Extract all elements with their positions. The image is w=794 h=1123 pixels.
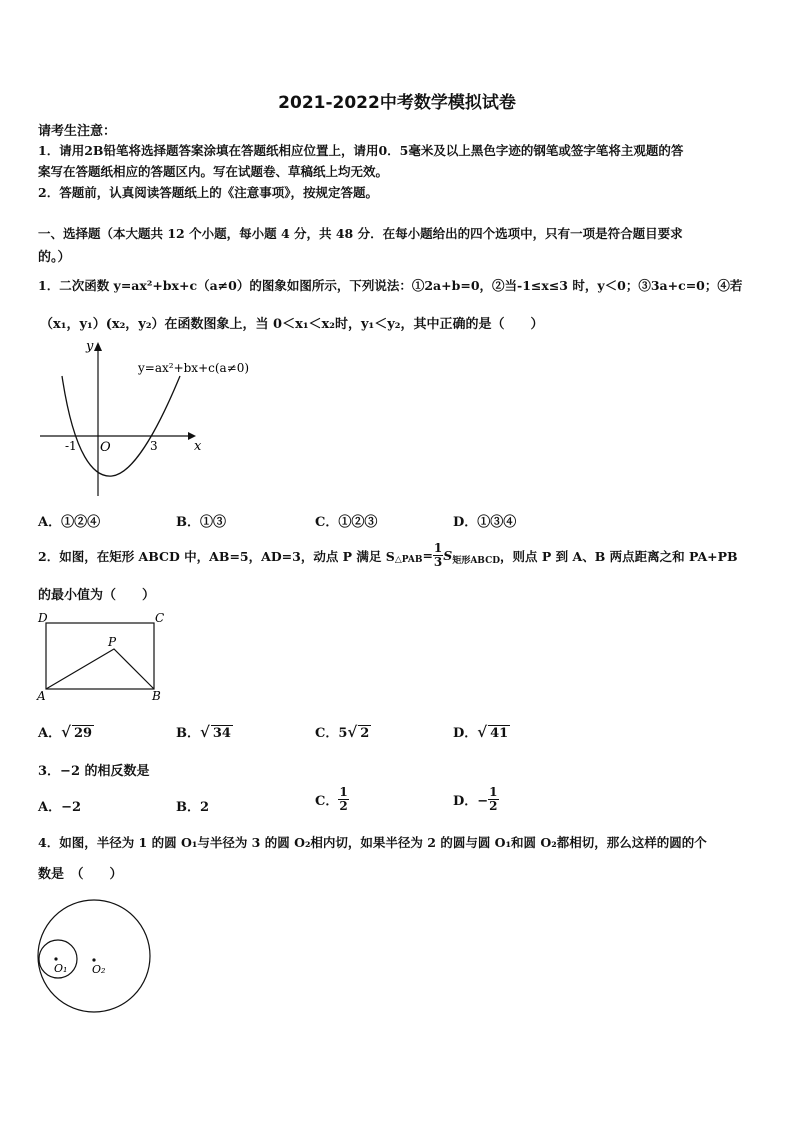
label-c: C (155, 611, 165, 625)
parabola-curve (62, 376, 180, 476)
page-title: 2021-2022中考数学模拟试卷 (278, 93, 516, 113)
q3-option-d-fraction (488, 786, 498, 813)
q4-stem-b: 数是 （ ） (38, 867, 123, 882)
q2-stem-b: 的最小值为（ ） (38, 588, 156, 603)
circle-o2 (38, 900, 150, 1012)
q2-sub-rect: 矩形ABCD (452, 556, 501, 566)
label-p: P (108, 635, 117, 649)
origin-label: O (100, 440, 111, 455)
notice-item-2: 2．答题前，认真阅读答题纸上的《注意事项》，按规定答题。 (38, 185, 378, 200)
q1-option-d[interactable]: D．①③④ (453, 515, 517, 530)
q2-option-c[interactable] (315, 722, 371, 741)
q3-option-c-den: 2 (339, 799, 348, 813)
q3-option-c-fraction (338, 786, 348, 813)
q2-option-a[interactable] (38, 722, 94, 741)
sqrt-icon: √ (477, 723, 488, 741)
q3-option-d-num: 1 (489, 785, 498, 799)
triangle-pab (46, 649, 154, 689)
q2-option-d[interactable] (453, 722, 510, 741)
q2-option-b-radicand: 34 (212, 726, 231, 741)
label-b: B (152, 689, 161, 703)
q2-option-b-prefix: B． (176, 726, 200, 741)
q2-option-d-prefix: D． (453, 726, 478, 741)
q3-option-b[interactable]: B．2 (176, 800, 210, 815)
q1-parabola-graph (34, 338, 264, 503)
q3-option-d-prefix: D．− (453, 794, 489, 809)
q2-rectangle-figure (34, 608, 174, 708)
q2-option-d-radicand: 41 (490, 726, 509, 741)
q3-option-c-prefix: C． (315, 794, 339, 809)
q4-circles-figure (34, 898, 164, 1018)
y-axis-label: y (86, 339, 94, 354)
q1-option-c[interactable]: C．①②③ (315, 515, 378, 530)
sqrt-icon: √ (347, 723, 358, 741)
sqrt-icon: √ (200, 723, 210, 741)
q2-frac-num: 1 (433, 541, 443, 555)
q2-stem-a-pre: 2．如图，在矩形 ABCD 中，AB=5，AD=3，动点 P 满足 S (38, 548, 395, 564)
q2-sub-pab: △PAB (394, 554, 423, 565)
q3-stem: 3．−2 的相反数是 (38, 764, 150, 779)
q4-stem-a: 4．如图，半径为 1 的圆 O₁与半径为 3 的圆 O₂相内切，如果半径为 2 的圆与圆 O₁和圆 O₂都相切，那么这样的圆的个 (38, 835, 707, 850)
q1-option-a[interactable]: A．①②④ (38, 515, 101, 530)
q3-option-d-den: 2 (489, 799, 498, 813)
q2-option-c-prefix: C．5 (315, 726, 348, 741)
label-o1: O₁ (54, 962, 68, 975)
q2-equals: = (422, 548, 433, 563)
y-axis-arrow-icon (94, 342, 102, 351)
center-o1 (54, 957, 57, 960)
q2-s2: S (443, 548, 453, 563)
sqrt-icon: √ (61, 723, 71, 741)
q3-option-c[interactable] (315, 786, 349, 813)
notice-item-1b: 案写在答题纸相应的答题区内。写在试题卷、草稿纸上均无效。 (38, 164, 389, 179)
section-header-b: 的。） (38, 250, 71, 265)
q1-option-b[interactable]: B．①③ (176, 515, 226, 530)
x-axis-label: x (194, 439, 202, 454)
tick-label-pos: 3 (150, 439, 158, 453)
q2-stem-a-post: ，则点 P 到 A、B 两点距离之和 PA+PB (500, 548, 738, 564)
q2-frac-den: 3 (433, 555, 443, 569)
q2-option-b[interactable] (176, 722, 233, 741)
q1-stem-a: 1．二次函数 y=ax²+bx+c（a≠0）的图象如图所示，下列说法：①2a+b=0，②当-1≤x≤3 时，y＜0；③3a+c=0；④若 (38, 278, 743, 293)
section-header-a: 一、选择题（本大题共 12 个小题，每小题 4 分，共 48 分．在每小题给出的四个选项中，只有一项是符合题目要求 (38, 226, 683, 241)
equation-label: y=ax²+bx+c(a≠0) (138, 361, 250, 375)
tick-label-neg: -1 (65, 439, 77, 453)
notice-heading: 请考生注意： (38, 124, 117, 139)
q2-stem-a (38, 542, 738, 569)
q3-option-d[interactable] (453, 786, 499, 813)
notice-item-1a: 1．请用2B铅笔将选择题答案涂填在答题纸相应位置上，请用0．5毫米及以上黑色字迹的钢笔或签字笔将主观题的答 (38, 143, 684, 158)
q2-fraction (433, 542, 443, 569)
q2-option-c-radicand: 2 (360, 726, 370, 741)
q2-option-a-prefix: A． (38, 726, 62, 741)
center-o2 (92, 958, 95, 961)
q1-stem-b: （x₁，y₁）(x₂，y₂）在函数图象上，当 0＜x₁＜x₂时，y₁＜y₂，其中正确的是（ ） (40, 317, 544, 332)
q2-option-a-radicand: 29 (73, 726, 93, 741)
label-d: D (38, 611, 48, 625)
q3-option-c-num: 1 (339, 785, 348, 799)
label-a: A (37, 689, 46, 703)
label-o2: O₂ (92, 963, 106, 976)
q3-option-a[interactable]: A．−2 (38, 800, 82, 815)
